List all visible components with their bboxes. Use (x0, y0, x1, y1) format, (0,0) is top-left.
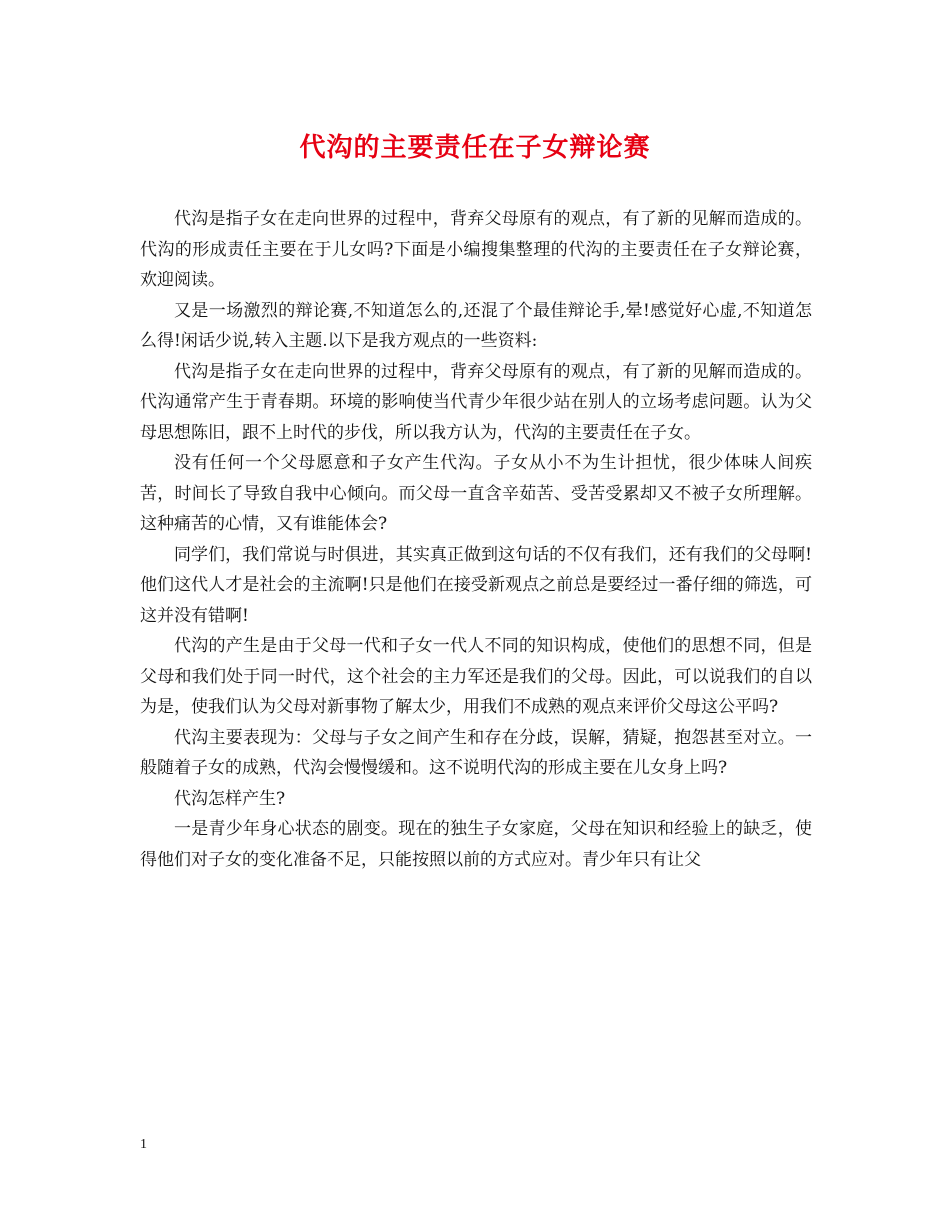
paragraph: 同学们，我们常说与时俱进，其实真正做到这句话的不仅有我们，还有我们的父母啊!他们这代人才是社会的主流啊!只是他们在接受新观点之前总是要经过一番仔细的筛选，可这并没有错啊! (140, 544, 812, 626)
paragraph: 代沟怎样产生? (174, 788, 286, 809)
paragraph: 没有任何一个父母愿意和子女产生代沟。子女从小不为生计担忧，很少体味人间疾苦，时间长了导致自我中心倾向。而父母一直含辛茹苦、受苦受累却又不被子女所理解。这种痛苦的心情，又有谁能体会? (140, 453, 812, 534)
paragraph: 代沟是指子女在走向世界的过程中，背弃父母原有的观点，有了新的见解而造成的。代沟通常产生于青春期。环境的影响使当代青少年很少站在别人的立场考虑问题。认为父母思想陈旧，跟不上时代的步伐，所以我方认为，代沟的主要责任在子女。 (140, 361, 812, 443)
paragraph: 一是青少年身心状态的剧变。现在的独生子女家庭，父母在知识和经验上的缺乏，使得他们对子女的变化准备不足，只能按照以前的方式应对。青少年只有让父 (140, 819, 812, 870)
paragraph: 代沟是指子女在走向世界的过程中，背弃父母原有的观点，有了新的见解而造成的。代沟的形成责任主要在于儿女吗?下面是小编搜集整理的代沟的主要责任在子女辩论赛，欢迎阅读。 (140, 209, 812, 290)
document-title: 代沟的主要责任在子女辩论赛 (299, 133, 651, 163)
paragraph: 又是一场激烈的辩论赛,不知道怎么的,还混了个最佳辩论手,晕!感觉好心虚,不知道怎么得!闲话少说,转入主题.以下是我方观点的一些资料: (140, 300, 812, 351)
paragraph: 代沟的产生是由于父母一代和子女一代人不同的知识构成，使他们的思想不同，但是父母和我们处于同一时代，这个社会的主力军还是我们的父母。因此，可以说我们的自以为是，使我们认为父母对新事物了解太少，用我们不成熟的观点来评价父母这公平吗? (140, 636, 812, 717)
document-body (140, 204, 812, 875)
page-number: 1 (140, 1137, 147, 1152)
paragraph: 代沟主要表现为：父母与子女之间产生和存在分歧，误解，猜疑，抱怨甚至对立。一般随着子女的成熟，代沟会慢慢缓和。这不说明代沟的形成主要在儿女身上吗? (140, 727, 812, 778)
